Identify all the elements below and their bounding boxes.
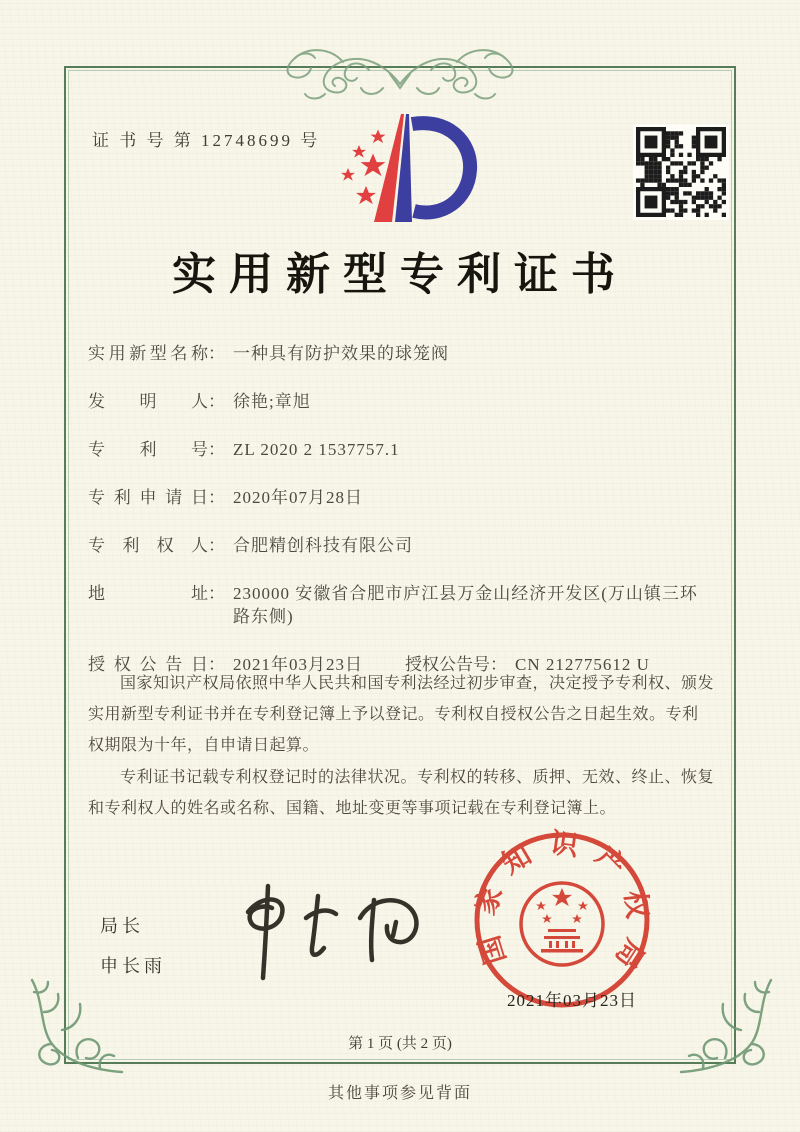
- field-row-name: 实用新型名称： 一种具有防护效果的球笼阀: [88, 344, 449, 363]
- back-side-note: 其他事项参见背面: [327, 1085, 472, 1102]
- field-row-inventor: 发明人： 徐艳;章旭: [88, 392, 311, 411]
- certificate-title: 实用新型专利证书: [172, 250, 628, 299]
- seal-date: 2021年03月23日: [507, 991, 637, 1010]
- top-dragon-scroll-ornament: [279, 42, 521, 108]
- seal-text: 国家知识产权局: [469, 828, 654, 988]
- field-label: 实用新型名称: [88, 344, 208, 363]
- field-row-patent-number: 专利号： ZL 2020 2 1537757.1: [88, 440, 400, 459]
- field-row-filing-date: 专利申请日： 2020年07月28日: [88, 488, 363, 507]
- commissioner-name: 申长雨: [100, 956, 166, 976]
- national-emblem-icon: [521, 883, 603, 965]
- field-value-patent-number: ZL 2020 2 1537757.1: [233, 440, 400, 459]
- field-value-grant-number: CN 212775612 U: [515, 655, 650, 674]
- field-value-address: 230000 安徽省合肥市庐江县万金山经济开发区(万山镇三环路东侧): [233, 584, 698, 626]
- field-row-address: 地址： 230000 安徽省合肥市庐江县万金山经济开发区(万山镇三环路东侧): [88, 582, 712, 628]
- bottom-right-floral-ornament: [663, 972, 781, 1080]
- field-label: 授权公告日: [88, 655, 208, 674]
- page-number: 第 1 页 (共 2 页): [348, 1036, 452, 1052]
- legal-text-block: [88, 668, 714, 824]
- field-value-utility-model-name: 一种具有防护效果的球笼阀: [233, 344, 449, 363]
- field-label: 专利申请日: [88, 488, 208, 507]
- field-value-filing-date: 2020年07月28日: [233, 488, 363, 507]
- commissioner-signature-icon: [218, 878, 438, 988]
- field-row-grant: 授权公告日： 2021年03月23日 授权公告号： CN 212775612 U: [88, 655, 650, 674]
- field-value-inventor: 徐艳;章旭: [233, 392, 311, 411]
- legal-paragraph-1: 国家知识产权局依照中华人民共和国专利法经过初步审查，决定授予专利权、颁发实用新型专利证书并在专利登记簿上予以登记。专利权自授权公告之日起生效。专利权期限为十年，自申请日起算。: [88, 675, 715, 755]
- field-row-patentee: 专利权人： 合肥精创科技有限公司: [88, 536, 413, 555]
- legal-paragraph-2: 专利证书记载专利权登记时的法律状况。专利权的转移、质押、无效、终止、恢复和专利权人的姓名或名称、国籍、地址变更等事项记载在专利登记簿上。: [88, 768, 715, 817]
- certificate-number: 证 书 号 第 12748699 号: [92, 131, 321, 150]
- field-label: 地址: [88, 584, 208, 603]
- field-label-grant-number: 授权公告号: [405, 655, 490, 674]
- svg-text:国家知识产权局: [469, 828, 655, 987]
- certificate-fields: [88, 342, 712, 701]
- cnipa-logo-icon: [328, 108, 478, 228]
- commissioner-block: [100, 912, 166, 992]
- field-label: 发明人: [88, 392, 208, 411]
- commissioner-title: 局长: [100, 916, 144, 936]
- field-value-patentee: 合肥精创科技有限公司: [233, 536, 413, 555]
- field-value-grant-date: 2021年03月23日: [233, 655, 363, 674]
- field-label: 专利号: [88, 440, 208, 459]
- qr-code-icon: [633, 124, 729, 220]
- field-label: 专利权人: [88, 536, 208, 555]
